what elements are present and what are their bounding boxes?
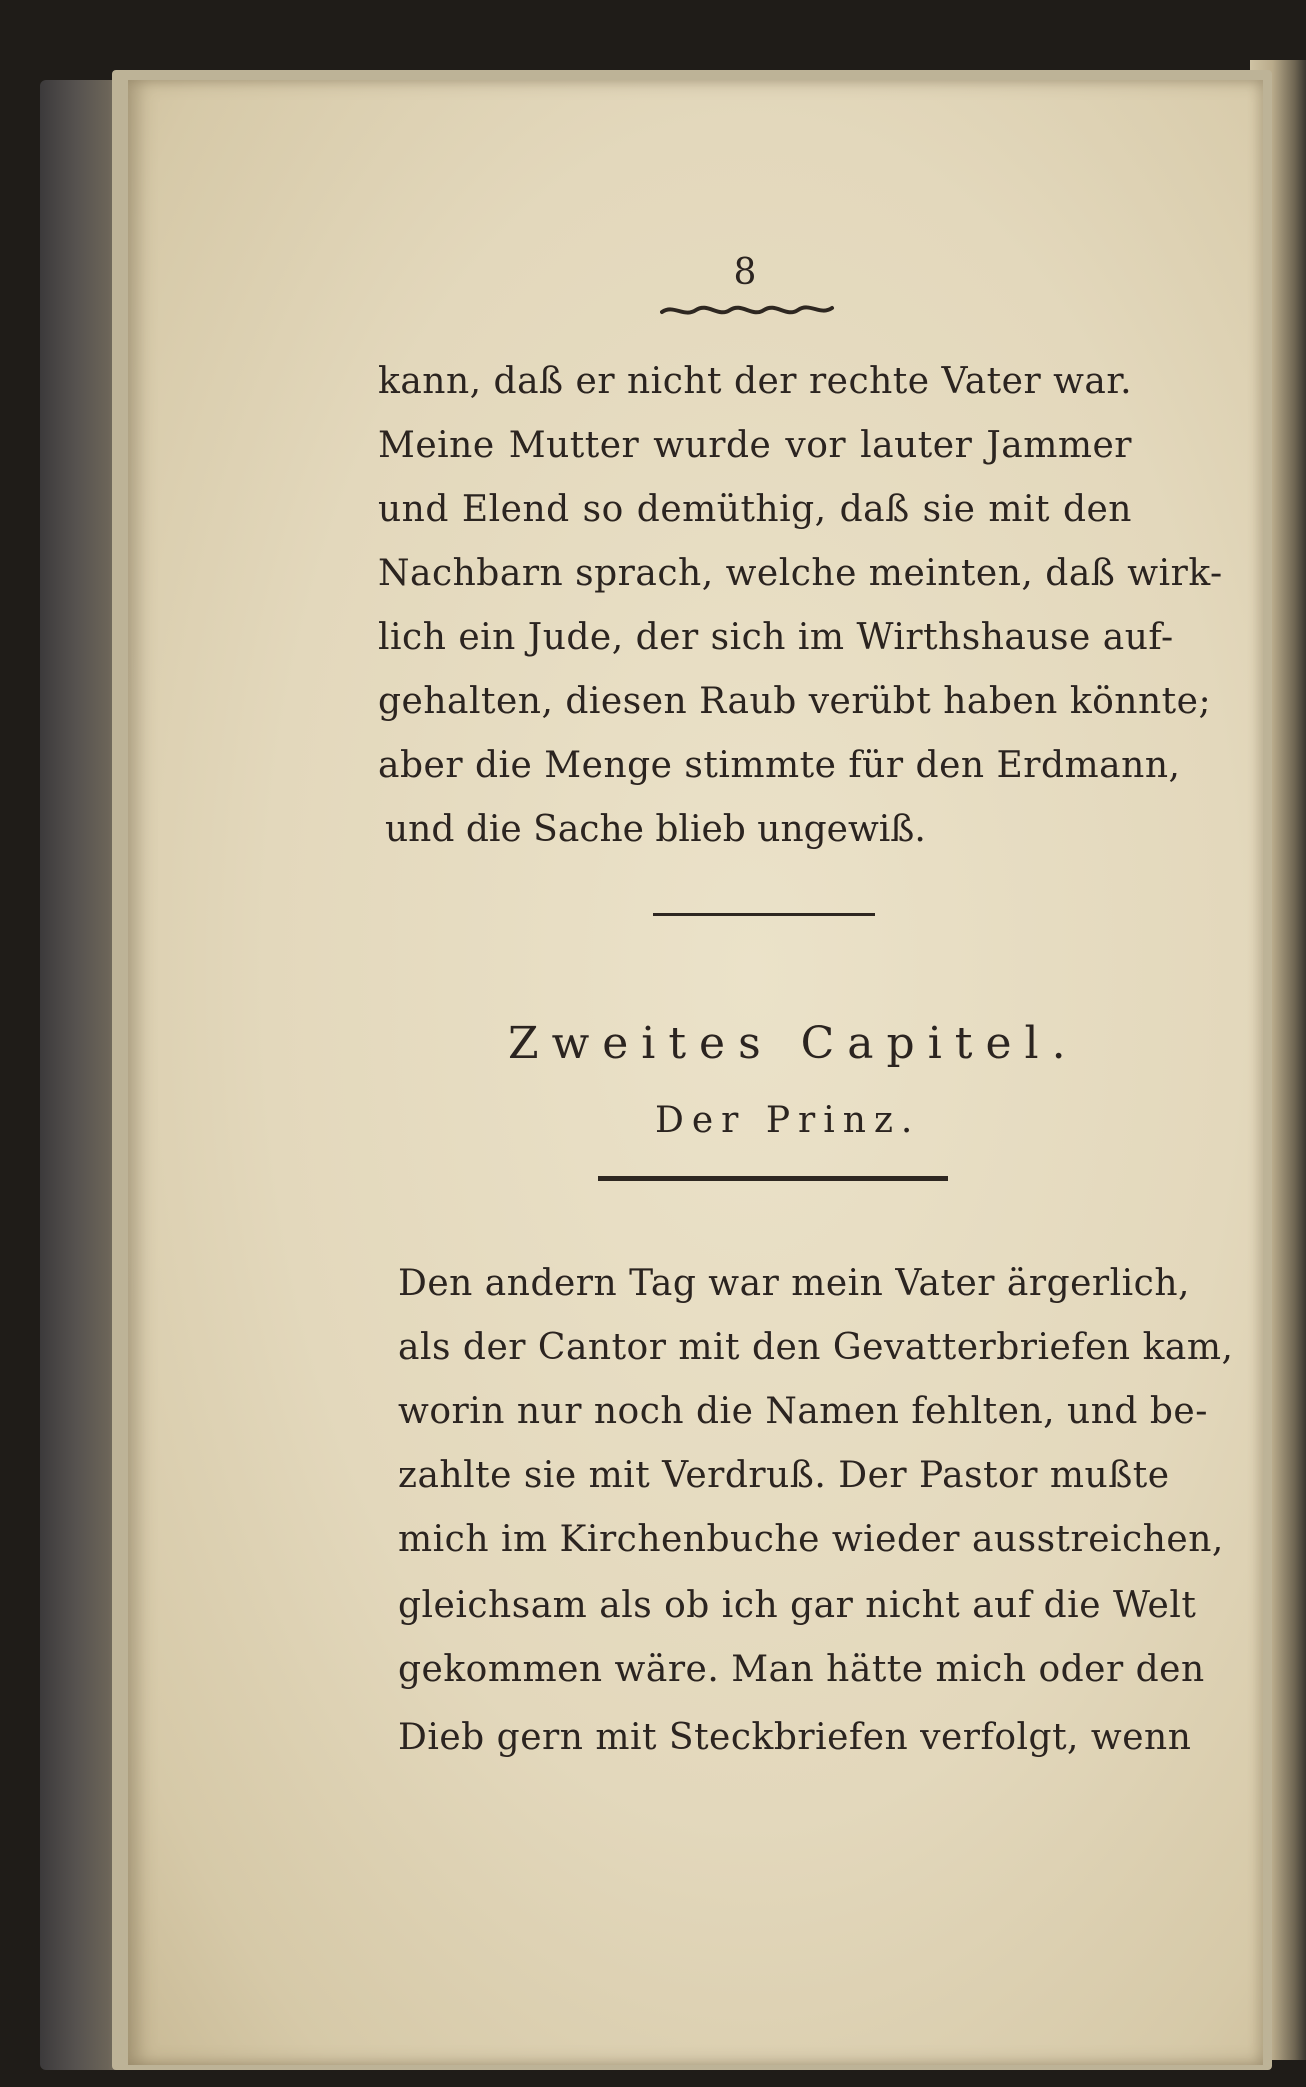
chapter-subtitle: Der Prinz. (655, 1100, 921, 1141)
text-line: gehalten, diesen Raub verübt haben könnte; (378, 681, 1212, 722)
chapter-title: Zweites Capitel. (508, 1018, 1079, 1069)
text-line: worin nur noch die Namen fehlten, und be- (398, 1391, 1208, 1432)
text-line: Meine Mutter wurde vor lauter Jammer (378, 425, 1132, 466)
wavy-ornament-icon (660, 300, 835, 322)
text-line: und Elend so demüthig, daß sie mit den (378, 489, 1132, 530)
text-line: Nachbarn sprach, welche meinten, daß wirk- (378, 553, 1223, 594)
text-line: Dieb gern mit Steckbriefen verfolgt, wenn (398, 1717, 1192, 1758)
text-line: kann, daß er nicht der rechte Vater war. (378, 361, 1133, 402)
text-line: gleichsam als ob ich gar nicht auf die Welt (398, 1585, 1197, 1626)
page-number: 8 (733, 252, 757, 293)
text-line: mich im Kirchenbuche wieder ausstreichen, (398, 1519, 1224, 1560)
text-line: zahlte sie mit Verdruß. Der Pastor mußte (398, 1455, 1170, 1496)
section-divider (653, 913, 875, 916)
text-line: Den andern Tag war mein Vater ärgerlich, (398, 1263, 1190, 1304)
text-line: als der Cantor mit den Gevatterbriefen kam, (398, 1327, 1234, 1368)
chapter-divider (598, 1176, 948, 1181)
text-line: gekommen wäre. Man hätte mich oder den (398, 1649, 1205, 1690)
text-line: aber die Menge stimmte für den Erdmann, (378, 745, 1181, 786)
text-line-last: und die Sache blieb ungewiß. (385, 809, 926, 850)
text-line: lich ein Jude, der sich im Wirthshause auf- (378, 617, 1174, 658)
